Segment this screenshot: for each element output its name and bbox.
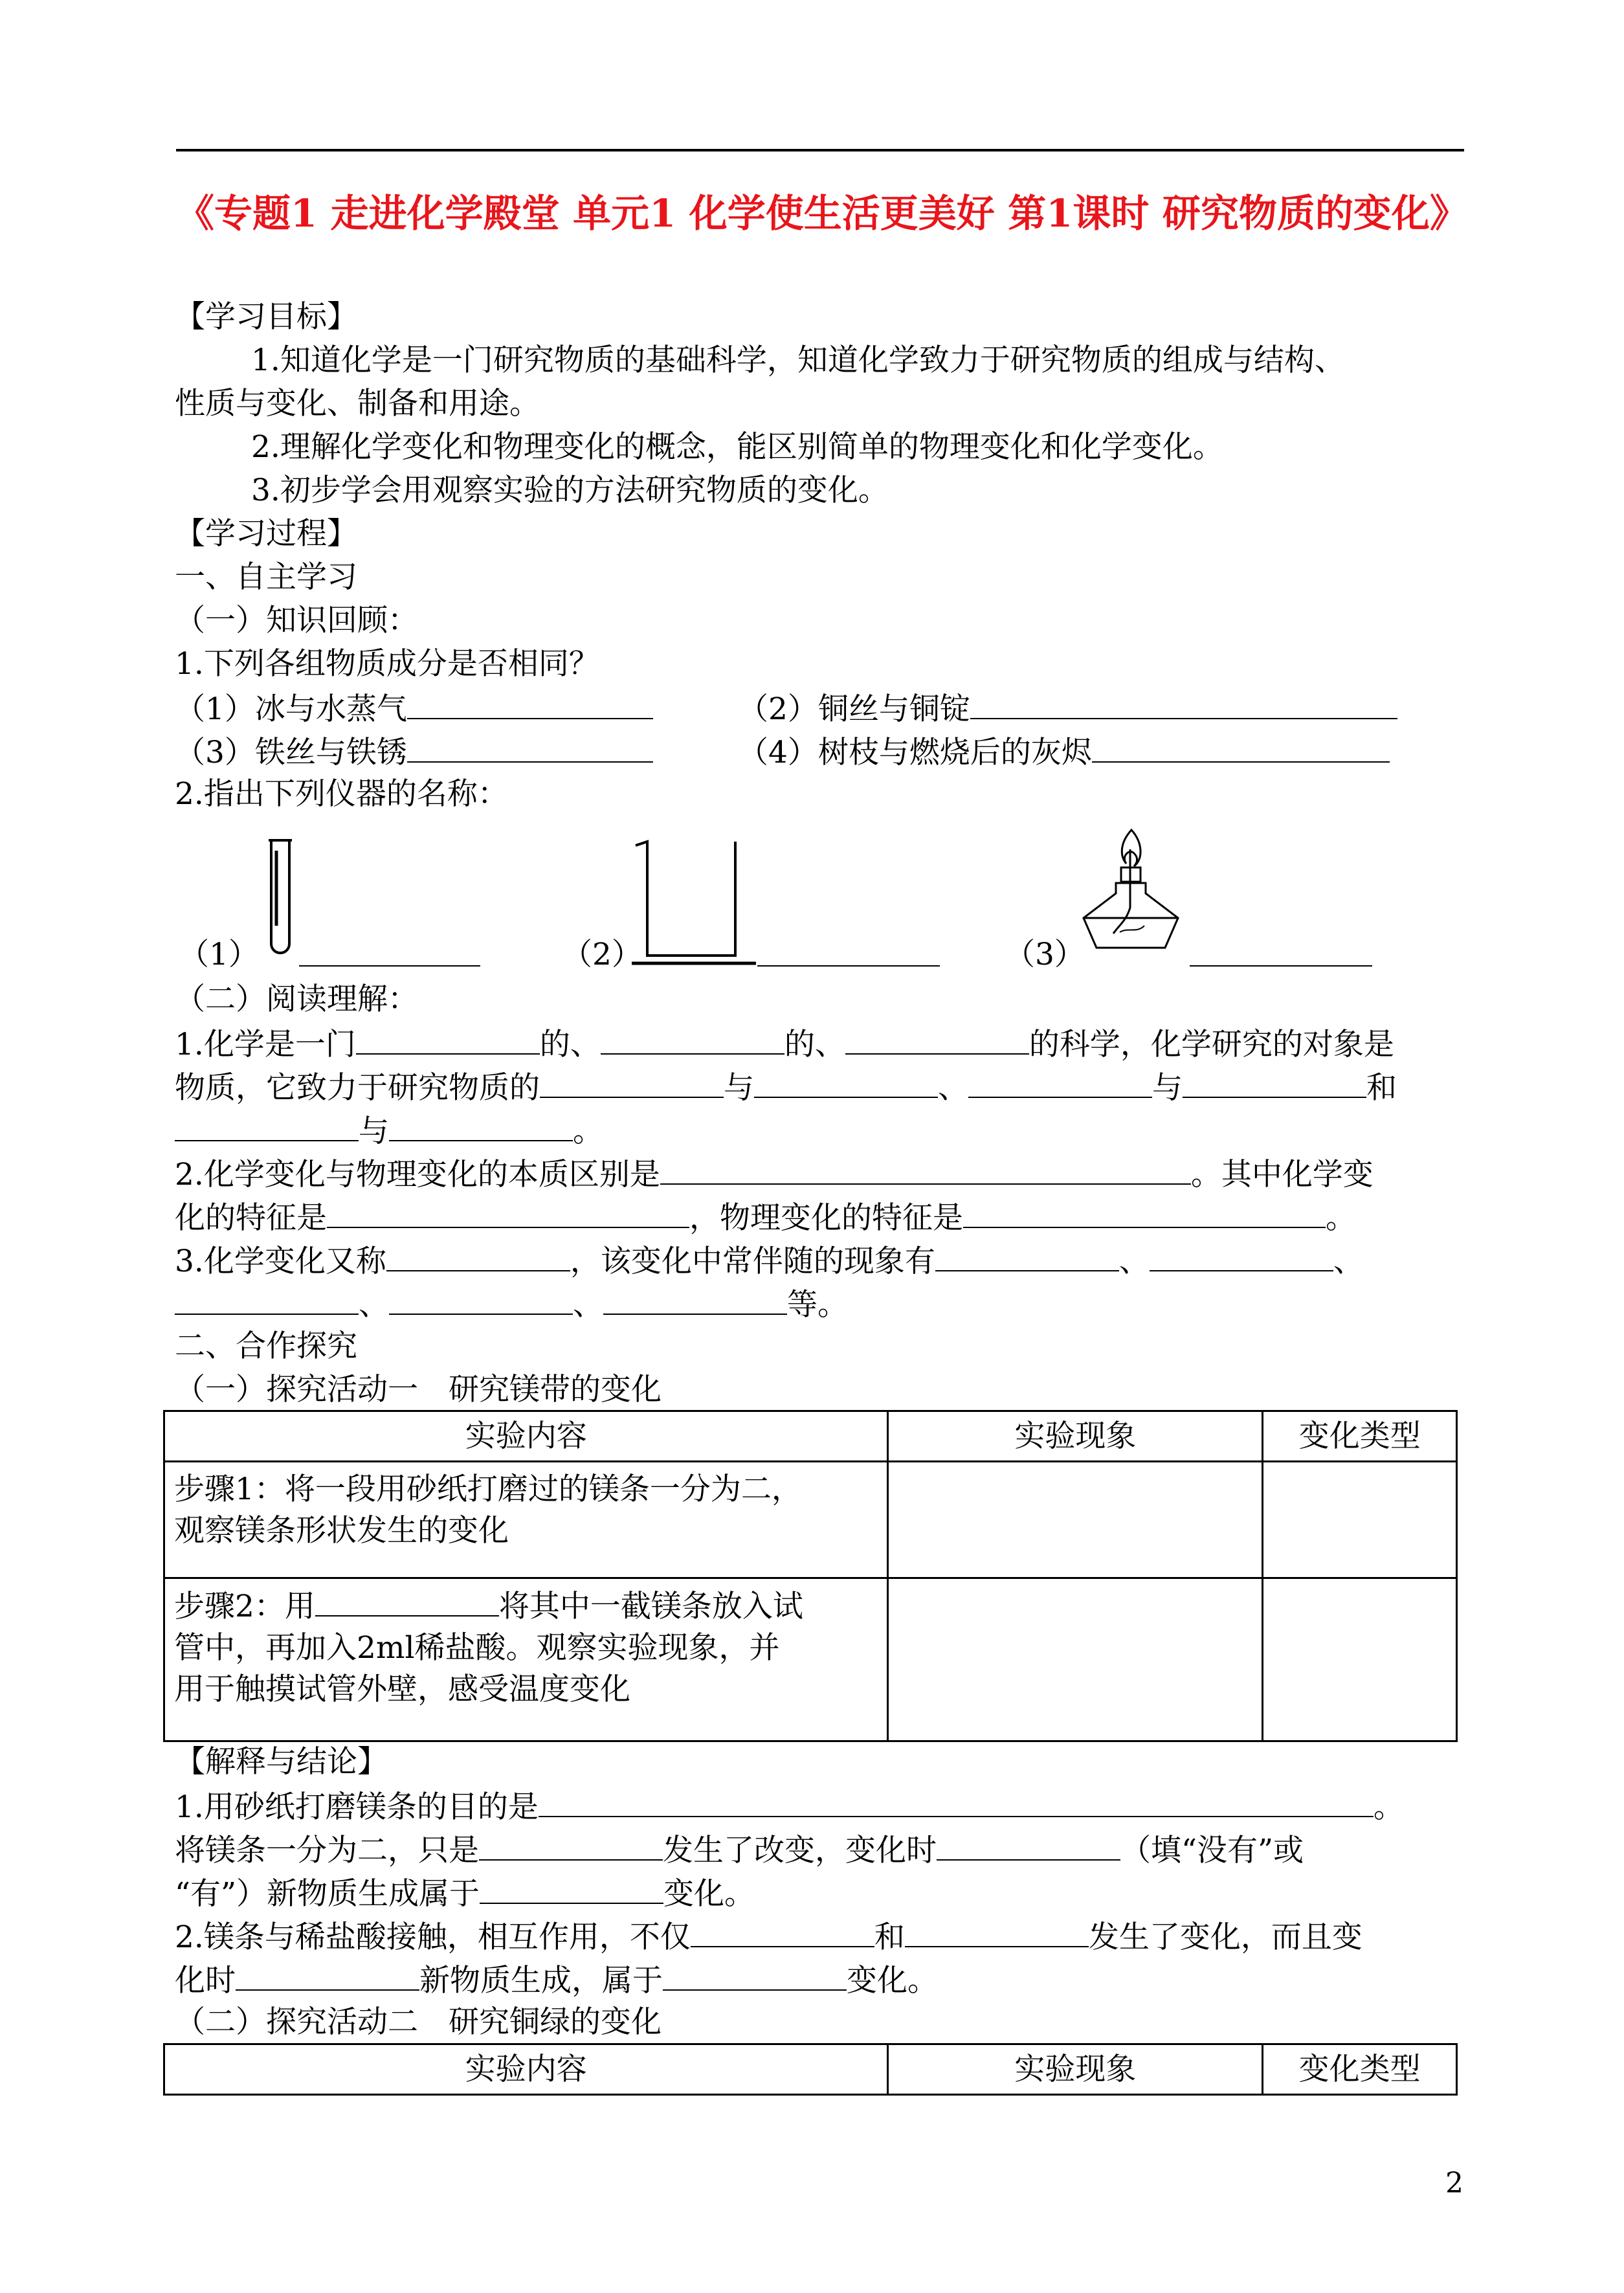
goal-3: 3.初步学会用观察实验的方法研究物质的变化。 (251, 473, 889, 508)
blank[interactable] (905, 1916, 1089, 1947)
blank[interactable] (660, 1154, 1191, 1185)
blank[interactable] (1183, 1067, 1366, 1098)
conclusion-2-line-2: 化时 新物质生成，属于 变化。 (175, 1960, 938, 2000)
header-phenomenon: 实验现象 (888, 1411, 1263, 1462)
goal-1: 1.知道化学是一门研究物质的基础科学，知道化学致力于研究物质的组成与结构、 (251, 342, 1345, 378)
step2-phenomenon-cell[interactable] (888, 1578, 1263, 1741)
reading-3-line-1: 3.化学变化又称 ，该变化中常伴随的现象有 、 、 (175, 1240, 1364, 1281)
conclusion-heading: 【解释与结论】 (175, 1744, 388, 1780)
question-1: 1.下列各组物质成分是否相同？ (175, 646, 599, 682)
pair-2: （2）铜丝与铜锭 (738, 688, 1397, 729)
blank[interactable] (407, 732, 653, 763)
apparatus-label-1: （1） (179, 937, 259, 972)
goal-2: 2.理解化学变化和物理变化的概念，能区别简单的物理变化和化学变化。 (251, 429, 1223, 465)
blank[interactable] (315, 1585, 499, 1616)
blank[interactable] (386, 1240, 570, 1271)
blank[interactable] (935, 1240, 1119, 1271)
reading-2-line-1: 2.化学变化与物理变化的本质区别是 。其中化学变 (175, 1154, 1374, 1194)
reading-heading: （二）阅读理解： (175, 981, 418, 1017)
header-phenomenon: 实验现象 (888, 2044, 1263, 2095)
question-2: 2.指出下列仪器的名称： (175, 776, 508, 812)
reading-1-line-1: 1.化学是一门 的、 的、 的科学，化学研究的对象是 (175, 1023, 1394, 1064)
blank[interactable] (539, 1786, 1374, 1817)
blank[interactable] (175, 1284, 359, 1315)
pair-3: （3）铁丝与铁锈 (175, 732, 653, 772)
apparatus-label-2: （2） (562, 937, 642, 972)
blank[interactable] (356, 1023, 540, 1055)
blank[interactable] (691, 1916, 874, 1947)
reading-1-line-3: 与 。 (175, 1110, 603, 1151)
blank[interactable] (479, 1829, 663, 1861)
blank[interactable] (663, 1960, 847, 1991)
reading-1-line-2: 物质，它致力于研究物质的 与 、 与 和 (175, 1067, 1397, 1108)
blank[interactable] (540, 1067, 724, 1098)
blank[interactable] (1150, 1240, 1333, 1271)
conclusion-2-line-1: 2.镁条与稀盐酸接触，相互作用，不仅 和 发生了变化，而且变 (175, 1916, 1363, 1957)
blank[interactable] (968, 1067, 1152, 1098)
goals-heading: 【学习目标】 (175, 299, 357, 335)
blank[interactable] (970, 688, 1397, 719)
blank[interactable] (389, 1110, 573, 1141)
apparatus-answer-1[interactable] (299, 935, 480, 967)
reading-3-line-2: 、 、 等。 (175, 1284, 848, 1325)
blank[interactable] (603, 1284, 787, 1315)
blank[interactable] (601, 1023, 784, 1055)
goal-1-cont: 性质与变化、制备和用途。 (175, 386, 540, 421)
pair-4: （4）树枝与燃烧后的灰烬 (738, 732, 1390, 772)
pair-1: （1）冰与水蒸气 (175, 688, 653, 729)
blank[interactable] (480, 1873, 663, 1904)
header-content: 实验内容 (164, 1411, 888, 1462)
blank[interactable] (1092, 732, 1390, 763)
apparatus-answer-3[interactable] (1190, 935, 1372, 967)
top-rule (176, 149, 1464, 151)
blank[interactable] (754, 1067, 938, 1098)
activity1-table (163, 1410, 1458, 1742)
conclusion-1-line-2: 将镁条一分为二，只是 发生了改变，变化时 （填“没有”或 (175, 1829, 1304, 1870)
beaker-icon (629, 835, 759, 968)
reading-2-line-2: 化的特征是 ，物理变化的特征是 。 (175, 1197, 1356, 1238)
apparatus-answer-2[interactable] (757, 935, 940, 967)
part1-heading: 一、自主学习 (175, 559, 357, 595)
process-heading: 【学习过程】 (175, 516, 357, 552)
blank[interactable] (845, 1023, 1029, 1055)
page-number: 2 (1445, 2167, 1463, 2200)
header-type: 变化类型 (1263, 2044, 1457, 2095)
test-tube-icon (262, 835, 298, 965)
header-type: 变化类型 (1263, 1411, 1457, 1462)
conclusion-1-line-3: “有”）新物质生成属于 变化。 (175, 1873, 755, 1914)
step2-type-cell[interactable] (1263, 1578, 1457, 1741)
step1-phenomenon-cell[interactable] (888, 1462, 1263, 1578)
review-heading: （一）知识回顾： (175, 603, 418, 638)
blank[interactable] (937, 1829, 1120, 1861)
activity1-heading: （一）探究活动一 研究镁带的变化 (175, 1372, 662, 1407)
step2-cell: 步骤2：用 将其中一截镁条放入试 管中，再加入2ml稀盐酸。观察实验现象，并 用于触摸试管外壁，感受温度变化 (164, 1578, 888, 1741)
header-content: 实验内容 (164, 2044, 888, 2095)
page-title: 《专题1 走进化学殿堂 单元1 化学使生活更美好 第1课时 研究物质的变化》 (176, 191, 1468, 236)
blank[interactable] (236, 1960, 419, 1991)
conclusion-1-line-1: 1.用砂纸打磨镁条的目的是 。 (175, 1786, 1404, 1827)
step1-type-cell[interactable] (1263, 1462, 1457, 1578)
alcohol-lamp-icon (1074, 823, 1185, 959)
blank[interactable] (389, 1284, 573, 1315)
blank[interactable] (327, 1197, 689, 1228)
step1-cell: 步骤1：将一段用砂纸打磨过的镁条一分为二， 观察镁条形状发生的变化 (164, 1462, 888, 1578)
blank[interactable] (963, 1197, 1326, 1228)
part2-heading: 二、合作探究 (175, 1328, 357, 1364)
blank[interactable] (175, 1110, 359, 1141)
activity2-table (163, 2043, 1458, 2096)
apparatus-label-3: （3） (1005, 937, 1085, 972)
blank[interactable] (407, 688, 653, 719)
activity2-heading: （二）探究活动二 研究铜绿的变化 (175, 2004, 662, 2040)
